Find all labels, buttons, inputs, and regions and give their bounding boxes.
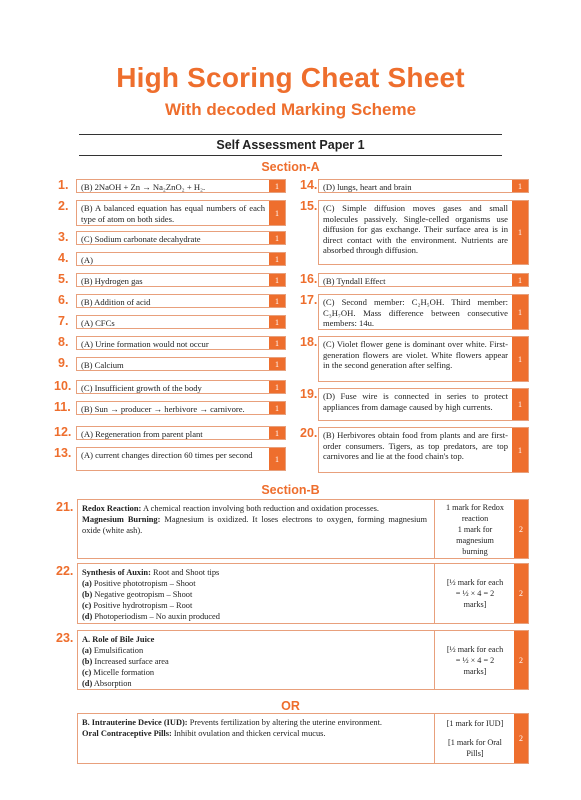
scheme-line: = ½ × 4 = 2 <box>455 655 495 665</box>
item-letter: (d) <box>82 679 93 688</box>
scheme-line: magnesium <box>456 535 494 545</box>
question-number: 7. <box>58 314 69 328</box>
answer-box <box>318 427 529 473</box>
answer-box <box>318 294 529 330</box>
answer-text: (C) Sodium carbonate decahydrate <box>81 234 201 244</box>
item-letter: (a) <box>82 579 92 588</box>
question-number: 2. <box>58 199 69 213</box>
answer-box <box>76 179 286 193</box>
question-number: 22. <box>56 564 74 578</box>
answer-text: (C) Second member: C₂H₅OH. Third member: C₃H₇OH. Mass difference between consecutive members: 14u. <box>323 297 508 328</box>
answer-box <box>318 200 529 265</box>
question-number: 16. <box>300 272 318 286</box>
question-number: 21. <box>56 500 74 514</box>
scheme-line: = ½ × 4 = 2 <box>455 589 495 598</box>
answer-box <box>76 273 286 287</box>
marking-scheme <box>434 564 515 623</box>
answer-label: Synthesis of Auxin: <box>82 568 151 577</box>
mark-badge: 1 <box>269 295 285 307</box>
answer-text: A chemical reaction involving both reduction and oxidation processes. <box>141 504 380 513</box>
item-text: Emulsification <box>91 646 144 655</box>
mark-badge: 2 <box>514 500 528 558</box>
mark-badge: 1 <box>269 232 285 244</box>
question-number: 8. <box>58 335 69 349</box>
mark-badge: 1 <box>512 295 528 329</box>
answer-text: Magnesium is oxidized. It loses electrons to oxygen, forming magnesium oxide (white ash). <box>82 515 427 535</box>
marking-scheme <box>434 500 515 558</box>
item-letter: (b) <box>82 590 93 599</box>
answer-text: Prevents fertilization by altering the uterine environment. <box>187 718 383 727</box>
answer-box <box>76 231 286 245</box>
mark-badge: 1 <box>512 389 528 420</box>
answer-label: A. Role of Bile Juice <box>82 635 155 644</box>
answer-text: (C) Simple diffusion moves gases and small molecules passively. Single-celled organisms use diffusion for gas exchange. Their surface area is in direct contact with the environment. Nutrients are absorbed through diffusion. <box>323 203 508 255</box>
item-letter: (d) <box>82 612 93 621</box>
answer-text: (B) Herbivores obtain food from plants and are first-order consumers. Tigers, as top predators, are top carnivores and lie at the food chain's top. <box>323 430 508 461</box>
mark-badge: 1 <box>269 201 285 225</box>
scheme-line-part: Pills] <box>466 749 484 758</box>
answer-box <box>76 252 286 266</box>
page-title: High Scoring Cheat Sheet <box>116 62 465 93</box>
question-number: 15. <box>300 199 318 213</box>
item-text: Negative geotropism – Shoot <box>92 590 193 599</box>
marking-scheme <box>434 631 515 689</box>
mark-badge: 1 <box>512 337 528 381</box>
item-text: Positive hydrotropism – Root <box>91 601 193 610</box>
scheme-line: [1 mark for IUD] <box>446 719 504 728</box>
question-number: 13. <box>54 446 72 460</box>
answer-box <box>76 401 286 415</box>
answer-box <box>76 336 286 350</box>
item-letter: (c) <box>82 668 92 677</box>
scheme-line <box>435 737 515 759</box>
mark-badge: 1 <box>512 274 528 286</box>
answer-box <box>318 179 529 193</box>
answer-box-23b <box>77 713 529 764</box>
page-subtitle: With decoded Marking Scheme <box>164 100 417 119</box>
question-number: 10. <box>54 379 72 393</box>
item-text: Photoperiodism – No auxin produced <box>92 612 220 621</box>
answer-box <box>76 315 286 329</box>
mark-badge: 1 <box>512 180 528 192</box>
answer-text: Inhibit ovulation and thicken cervical mucus. <box>171 729 326 738</box>
mark-badge: 1 <box>269 402 285 414</box>
answer-text: (B) Hydrogen gas <box>81 276 143 286</box>
answer-box <box>76 380 286 394</box>
answer-text: (B) 2NaOH + Zn → Na₂ZnO₂ + H₂. <box>81 182 206 192</box>
answer-text: (D) Fuse wire is connected in series to protect appliances from damage caused by high currents. <box>323 391 508 412</box>
answer-text: (B) A balanced equation has equal numbers of each type of atom on both sides. <box>81 203 265 224</box>
item-text: Absorption <box>92 679 132 688</box>
answer-box <box>76 447 286 471</box>
question-number: 17. <box>300 293 318 307</box>
mark-badge: 1 <box>269 253 285 265</box>
item-text: Increased surface area <box>92 657 169 666</box>
question-number: 5. <box>58 272 69 286</box>
question-number: 23. <box>56 631 74 645</box>
question-number: 11. <box>54 400 71 414</box>
question-number: 12. <box>54 425 72 439</box>
item-text: Micelle formation <box>91 668 155 677</box>
question-number: 4. <box>58 251 69 265</box>
answer-label: Magnesium Burning: <box>82 515 161 524</box>
answer-text: (A) CFCs <box>81 318 115 328</box>
question-number: 20. <box>300 426 318 440</box>
answer-box <box>318 336 529 382</box>
mark-badge: 1 <box>512 201 528 264</box>
scheme-line: 1 mark for <box>457 524 493 534</box>
mark-badge: 1 <box>269 274 285 286</box>
mark-badge: 2 <box>514 564 528 623</box>
question-number: 1. <box>58 178 69 192</box>
mark-badge: 1 <box>512 428 528 472</box>
question-number: 9. <box>58 356 69 370</box>
question-number: 19. <box>300 387 318 401</box>
answer-text: (A) current changes direction 60 times per second <box>81 450 253 460</box>
scheme-line: marks] <box>463 600 487 609</box>
answer-text: (A) Urine formation would not occur <box>81 339 209 349</box>
answer-text: (C) Insufficient growth of the body <box>81 383 202 393</box>
answer-label: Oral Contraceptive Pills: <box>82 729 172 738</box>
or-separator: OR <box>281 699 300 713</box>
answer-box <box>318 273 529 287</box>
mark-badge: 1 <box>269 358 285 370</box>
mark-badge: 1 <box>269 180 285 192</box>
question-number: 3. <box>58 230 69 244</box>
answer-text: (A) Regeneration from parent plant <box>81 429 203 439</box>
answer-text: (B) Tyndall Effect <box>323 276 386 286</box>
mark-badge: 1 <box>269 427 285 439</box>
section-a-heading: Section-A <box>261 160 320 174</box>
answer-text: (B) Calcium <box>81 360 124 370</box>
answer-box <box>76 200 286 226</box>
answer-box-23 <box>77 630 529 690</box>
item-letter: (a) <box>82 646 92 655</box>
question-number: 14. <box>300 178 318 192</box>
answer-text: (A) <box>81 255 93 265</box>
answer-box <box>318 388 529 421</box>
question-number: 6. <box>58 293 69 307</box>
answer-box-22 <box>77 563 529 624</box>
mark-badge: 1 <box>269 448 285 470</box>
answer-box <box>76 294 286 308</box>
scheme-line-part: [1 mark for Oral <box>448 738 502 747</box>
answer-text: (C) Violet flower gene is dominant over white. First-generation flowers are violet. White flowers appear in the second generation after selfing. <box>323 339 508 370</box>
mark-badge: 1 <box>269 337 285 349</box>
mark-badge: 2 <box>514 714 528 763</box>
item-letter: (c) <box>82 601 92 610</box>
answer-text: (B) Sun → producer → herbivore → carnivore. <box>81 404 245 414</box>
answer-box-21 <box>77 499 529 559</box>
answer-box <box>76 357 286 371</box>
scheme-line: marks] <box>463 666 487 676</box>
mark-badge: 1 <box>269 381 285 393</box>
scheme-line: [½ mark for each <box>446 578 504 587</box>
section-b-heading: Section-B <box>261 483 320 497</box>
item-text: Positive phototropism – Shoot <box>91 579 196 588</box>
paper-title: Self Assessment Paper 1 <box>79 134 502 156</box>
answer-text: (B) Addition of acid <box>81 297 151 307</box>
marking-scheme <box>434 714 515 763</box>
answer-box <box>76 426 286 440</box>
scheme-line: 1 mark for Redox <box>446 502 504 512</box>
question-number: 18. <box>300 335 318 349</box>
answer-label: B. Intrauterine Device (IUD): <box>82 718 188 727</box>
scheme-line: [½ mark for each <box>446 644 504 654</box>
answer-label: Redox Reaction: <box>82 504 142 513</box>
scheme-line: reaction <box>461 513 489 523</box>
item-letter: (b) <box>82 657 93 666</box>
answer-text: (D) lungs, heart and brain <box>323 182 412 192</box>
mark-badge: 1 <box>269 316 285 328</box>
answer-text: Root and Shoot tips <box>150 568 220 577</box>
mark-badge: 2 <box>514 631 528 689</box>
scheme-line: burning <box>462 546 488 556</box>
